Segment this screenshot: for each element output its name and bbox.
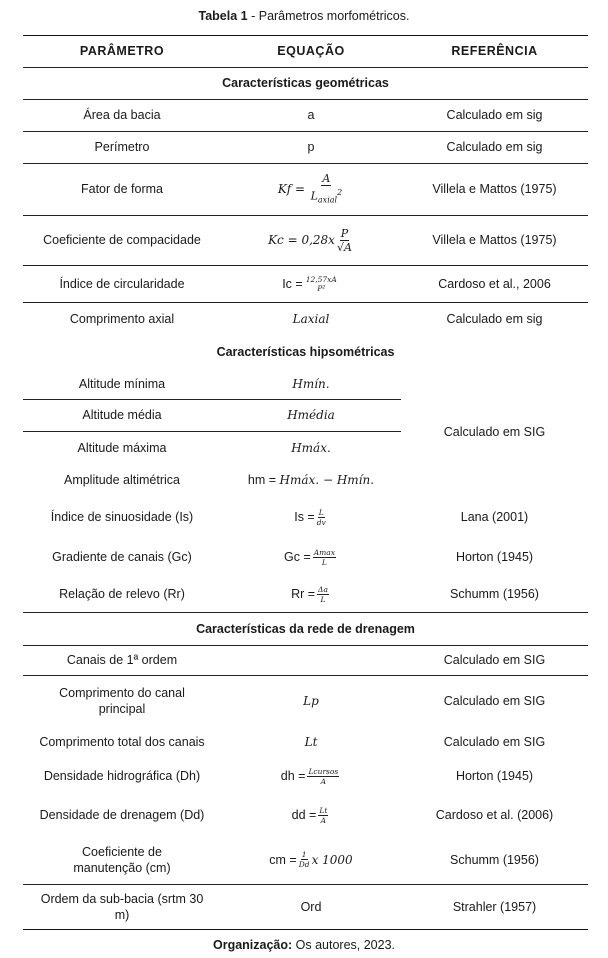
eq-base: L (292, 312, 301, 326)
fraction-den: P² (317, 283, 326, 293)
param-cell: Altitude máxima (77, 440, 167, 455)
reference-cell: Calculado em SIG (443, 653, 546, 667)
fraction-num: A (322, 171, 331, 185)
eq-sub: média (297, 408, 335, 422)
eq-lhs: Kf = (277, 182, 306, 196)
fraction-num: L (318, 507, 324, 517)
footer-label: Organização: (212, 938, 293, 952)
equation-cell (221, 727, 401, 757)
param-cell: Comprimento do canal principal (59, 686, 185, 716)
reference-cell: Schumm (1956) (450, 852, 539, 867)
reference-cell: Calculado em SIG (443, 694, 546, 708)
equation-cell (221, 757, 401, 795)
eq-sub: mín. (302, 376, 330, 391)
eq-a-sub: máx. (290, 473, 320, 487)
fraction (337, 227, 352, 254)
eq-sub: t (312, 735, 318, 749)
param-cell: Coeficiente de compacidade (43, 233, 201, 247)
equation-cell: a (307, 108, 315, 122)
den-sup: 2 (337, 187, 343, 197)
caption-label: Tabela 1 (198, 9, 248, 23)
fraction-den: A (320, 776, 327, 786)
fraction-den: Dd (298, 860, 310, 869)
table-footer (0, 938, 608, 952)
reference-cell: Villela e Mattos (1975) (432, 182, 557, 196)
reference-cell: Horton (1945) (455, 550, 534, 564)
section-title: Características hipsométricas (216, 345, 395, 359)
equation-cell (221, 576, 401, 612)
param-cell: Gradiente de canais (Gc) (52, 550, 192, 564)
equation-cell (221, 302, 401, 336)
fraction (318, 806, 328, 825)
param-cell: Índice de circularidade (59, 276, 185, 291)
fraction (299, 850, 310, 869)
equation-cell (221, 215, 401, 265)
equation-cell (221, 835, 401, 884)
equation-cell (221, 496, 401, 538)
reference-cell: Calculado em SIG (443, 735, 546, 749)
eq-lhs: cm = (269, 852, 297, 867)
param-cell: Fator de forma (81, 182, 163, 196)
param-cell: Altitude média (82, 408, 162, 422)
fraction-num: P (340, 226, 349, 240)
param-cell: Perímetro (94, 140, 150, 154)
fraction (311, 172, 343, 207)
eq-lhs: dd = (291, 808, 317, 822)
fraction (313, 548, 336, 567)
eq-lhs: Ic = (282, 276, 303, 291)
section-title: Características geométricas (222, 76, 389, 90)
reference-cell: Strahler (1957) (452, 899, 537, 914)
equation-cell (221, 645, 401, 675)
fraction-num: 12,57xA (305, 274, 337, 284)
equation-cell (221, 163, 401, 215)
eq-lhs: Kc = 0,28x (268, 233, 335, 247)
eq-lhs: Rr = (291, 587, 316, 601)
reference-cell: Calculado em sig (446, 140, 543, 154)
equation-cell: Ord (300, 899, 322, 914)
param-cell: Relação de relevo (Rr) (59, 587, 185, 601)
eq-base: L (304, 735, 313, 749)
reference-cell: Calculado em sig (446, 312, 543, 326)
eq-rhs: x 1000 (311, 852, 353, 867)
eq-lhs: Gc = (284, 550, 311, 564)
eq-sub: p (311, 694, 319, 708)
header-ref: REFERÊNCIA (451, 44, 538, 58)
footer-text: Os autores, 2023. (292, 938, 396, 952)
equation-cell (221, 399, 401, 431)
fraction-den: A (320, 815, 327, 825)
param-cell: Índice de sinuosidade (Is) (50, 510, 194, 524)
den-base: L (310, 189, 318, 203)
eq-base: H (287, 408, 298, 422)
reference-cell: Schumm (1956) (450, 587, 539, 601)
param-cell: Comprimento axial (69, 312, 175, 326)
fraction-den: dv (316, 517, 326, 527)
reference-cell: Horton (1945) (455, 769, 534, 783)
reference-cell: Cardoso et al. (2006) (435, 808, 554, 822)
eq-lhs: dh = (280, 769, 306, 783)
reference-cell: Lana (2001) (460, 510, 529, 524)
fraction-num: Amax (313, 547, 335, 557)
reference-cell-merged: Calculado em SIG (443, 425, 546, 439)
param-cell: Densidade hidrográfica (Dh) (43, 769, 201, 783)
reference-cell: Cardoso et al., 2006 (438, 276, 551, 291)
eq-a: H (279, 473, 291, 487)
eq-lhs: Is = (294, 510, 315, 524)
equation-cell (221, 795, 401, 835)
fraction-den: √A (336, 240, 352, 254)
header-param: PARÂMETRO (79, 44, 165, 58)
fraction-num: Lcursos (308, 766, 339, 776)
reference-cell: Villela e Mattos (1975) (432, 233, 557, 247)
eq-lhs: hm = (247, 473, 280, 487)
param-cell: Densidade de drenagem (Dd) (39, 808, 205, 822)
equation-cell (221, 368, 401, 399)
equation-cell (221, 675, 401, 727)
reference-cell: Calculado em sig (446, 108, 543, 122)
fraction (305, 275, 338, 293)
eq-sub: axial (300, 312, 330, 326)
eq-base: H (292, 376, 303, 391)
equation-cell (221, 464, 401, 496)
section-title: Características da rede de drenagem (196, 621, 415, 636)
fraction-den: L (321, 557, 327, 567)
equation-cell (221, 265, 401, 302)
param-cell: Canais de 1ª ordem (66, 653, 178, 667)
fraction (307, 767, 339, 786)
fraction (317, 585, 329, 604)
fraction-num: Lt (319, 805, 328, 815)
eq-op: − (319, 473, 337, 487)
param-cell: Coeficiente de manutenção (cm) (73, 844, 171, 875)
equation-cell (221, 431, 401, 464)
eq-sub: máx. (301, 440, 331, 455)
equation-cell: p (307, 140, 315, 154)
rule-bottom (23, 929, 588, 930)
table-caption (0, 9, 608, 23)
fraction-num: Δa (318, 584, 328, 594)
eq-base: L (303, 694, 312, 708)
fraction (317, 508, 326, 527)
fraction-den: L (320, 594, 326, 604)
param-cell: Ordem da sub-bacia (srtm 30 m) (40, 891, 204, 922)
caption-text: - Parâmetros morfométricos. (247, 9, 410, 23)
den-sub: axial (317, 195, 338, 205)
fraction-den (311, 186, 343, 207)
fraction-num: 1 (301, 850, 307, 859)
eq-b-sub: mín. (347, 473, 375, 487)
param-cell: Amplitude altimétrica (63, 473, 180, 487)
param-cell: Altitude mínima (78, 376, 166, 391)
param-cell: Área da bacia (83, 108, 161, 122)
header-eq: EQUAÇÃO (277, 44, 345, 58)
param-cell: Comprimento total dos canais (39, 735, 205, 749)
eq-b: H (336, 473, 348, 487)
eq-base: H (291, 440, 302, 455)
equation-cell (221, 538, 401, 576)
